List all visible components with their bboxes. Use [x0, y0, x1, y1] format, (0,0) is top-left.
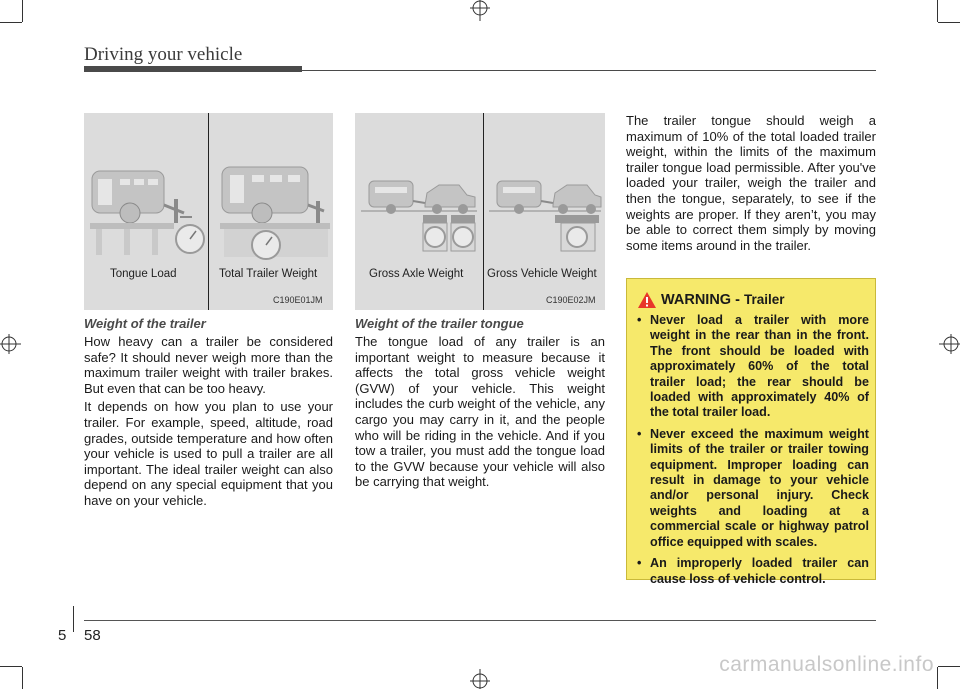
figure-trailer-weight [84, 113, 333, 310]
warning-list [635, 313, 869, 593]
bullet: • [637, 426, 642, 441]
caption-tongue-load: Tongue Load [110, 268, 177, 280]
paragraph: How heavy can a trailer be considered safe? It should never weigh more than the maximum trailer weight with trailer brakes. But even that can be too heavy. [84, 334, 333, 396]
crop-mark [0, 666, 22, 667]
watermark: carmanualsonline.info [719, 653, 934, 676]
crop-mark [938, 22, 960, 23]
column-3-body [626, 113, 876, 256]
registration-mark-right [938, 330, 960, 358]
crop-mark [938, 666, 960, 667]
bullet: • [637, 313, 642, 327]
paragraph: The tongue load of any trailer is an important weight to measure because it affects the total gross vehicle weight (GVW) of your vehicle. This weight includes the curb weight of the vehicle, any cargo you may carry in it, and the people who will be riding in the vehicle. And if you tow a trailer, you must add the tongue load to the GVW because your vehicle will also be carrying that weight. [355, 334, 605, 490]
bullet: • [637, 556, 642, 571]
column-2-body [355, 334, 605, 493]
registration-mark-top [466, 0, 494, 22]
header-rule [302, 70, 876, 71]
page-number-separator [73, 606, 74, 632]
crop-mark [0, 22, 22, 23]
warning-box [626, 278, 876, 586]
column-1-body [84, 334, 333, 512]
warning-item [635, 556, 869, 587]
caption-total-trailer-weight: Total Trailer Weight [219, 268, 318, 280]
figure-divider [208, 113, 209, 310]
warning-item-text: An improperly loaded trailer can cause loss of vehicle control. [650, 556, 869, 586]
crop-mark [22, 0, 23, 22]
figure-tongue-weight [355, 113, 605, 310]
caption-gross-axle-weight: Gross Axle Weight [369, 268, 464, 280]
crop-mark [937, 0, 938, 22]
figure-divider [483, 113, 484, 310]
warning-item-text: Never exceed the maximum weight limits of the trailer or trailer towing equipment. Improper loading can result in damage to your vehicle and/or personal injury. Check weights and loading at a commercial scale or highway patrol office equipped with scales. [650, 426, 869, 549]
footer-rule [84, 620, 876, 621]
figure-code: C190E02JM [546, 295, 596, 305]
paragraph: The trailer tongue should weigh a maximum of 10% of the total loaded trailer weight, within the limits of the maximum trailer tongue load permissible. After you've loaded your trailer, weigh the trailer and then the tongue, separately, to see if the weights are proper. If they aren’t, you may be able to correct them simply by moving some items around in the trailer. [626, 113, 876, 253]
warning-title-word: WARNING - [661, 292, 744, 308]
warning-item-text: Never load a trailer with more weight in the rear than in the front. The front should be loaded with approximately 60% of the total trailer load; the rear should be loaded with approximately 40% of the total trailer load. [650, 313, 869, 420]
warning-triangle-icon [637, 291, 657, 309]
page-number: 58 [84, 627, 101, 644]
header-bar [84, 66, 302, 72]
gross-weight-illustration [355, 113, 605, 310]
paragraph: It depends on how you plan to use your trailer. For example, speed, altitude, road grades, outside temperature and how often your vehicle is used to pull a trailer are all important. The ideal trailer weight can also depend on any special equipment that you have on your vehicle. [84, 399, 333, 508]
warning-item [635, 427, 869, 550]
heading-weight-of-trailer: Weight of the trailer [84, 316, 206, 331]
section-title: Driving your vehicle [84, 44, 243, 65]
figure-code: C190E01JM [273, 295, 323, 305]
warning-title [661, 292, 785, 308]
chapter-number: 5 [58, 627, 67, 644]
warning-item [635, 313, 869, 421]
heading-weight-of-tongue: Weight of the trailer tongue [355, 316, 524, 331]
crop-mark [937, 667, 938, 689]
crop-mark [22, 667, 23, 689]
warning-subtitle: Trailer [743, 292, 785, 307]
registration-mark-bottom [466, 669, 494, 689]
registration-mark-left [0, 330, 22, 358]
caption-gross-vehicle-weight: Gross Vehicle Weight [487, 268, 597, 280]
